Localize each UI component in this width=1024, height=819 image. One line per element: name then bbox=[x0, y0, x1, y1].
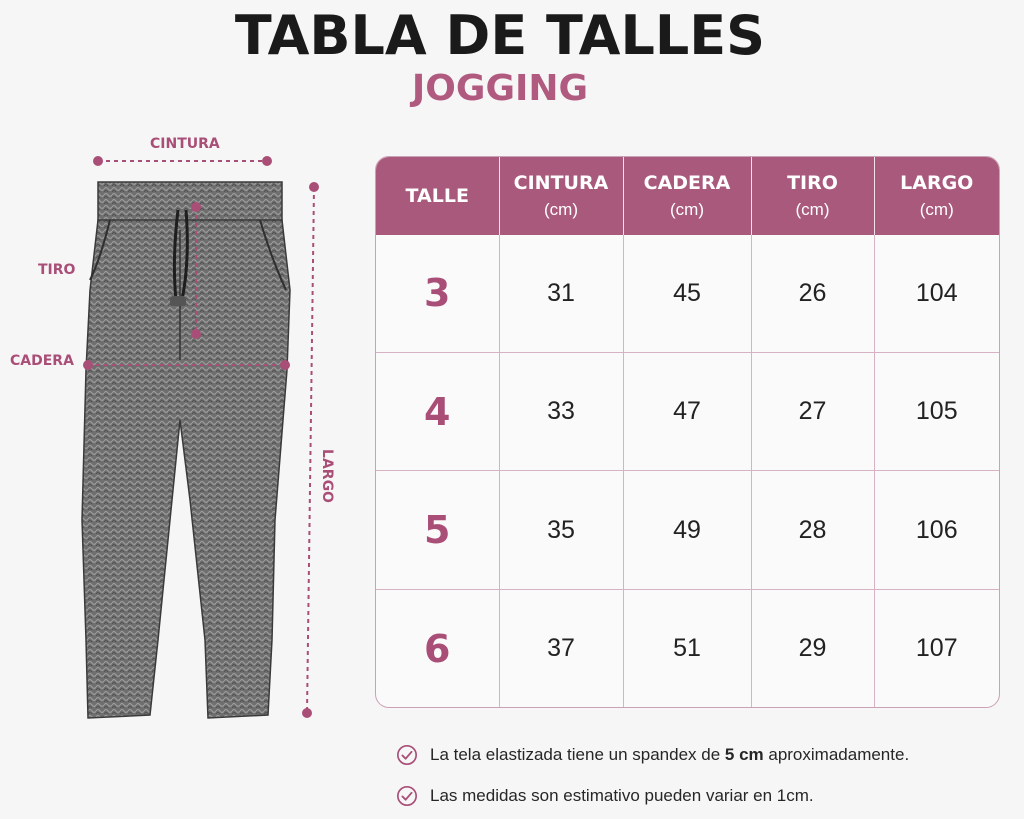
header-cintura: CINTURA (cm) bbox=[499, 157, 623, 235]
label-cadera: CADERA bbox=[10, 353, 74, 369]
cintura-cell: 35 bbox=[499, 471, 623, 590]
cintura-cell: 37 bbox=[499, 590, 623, 707]
notes-list bbox=[396, 734, 1016, 816]
note-text: La tela elastizada tiene un spandex de 5 cm aproximadamente. bbox=[430, 744, 910, 764]
table-row bbox=[376, 590, 999, 707]
table-row bbox=[376, 235, 999, 352]
label-largo: LARGO bbox=[318, 449, 335, 503]
page-subtitle: JOGGING bbox=[411, 68, 589, 109]
largo-cell: 105 bbox=[874, 352, 999, 471]
cadera-cell: 49 bbox=[623, 471, 751, 590]
table-row bbox=[376, 471, 999, 590]
header-tiro: TIRO (cm) bbox=[751, 157, 874, 235]
size-cell: 6 bbox=[376, 590, 499, 707]
check-circle-icon bbox=[396, 744, 418, 766]
size-table bbox=[375, 156, 1000, 708]
pants-illustration bbox=[0, 120, 360, 740]
check-circle-icon bbox=[396, 785, 418, 807]
tiro-cell: 29 bbox=[751, 590, 874, 707]
size-cell: 5 bbox=[376, 471, 499, 590]
page-title: TABLA DE TALLES bbox=[234, 4, 766, 67]
header-talle: TALLE bbox=[376, 157, 499, 235]
size-cell: 3 bbox=[376, 235, 499, 352]
pants-diagram bbox=[0, 120, 360, 740]
label-cintura: CINTURA bbox=[150, 136, 220, 152]
note-variation bbox=[396, 775, 1016, 816]
header-unit: (cm) bbox=[544, 200, 578, 219]
cadera-cell: 45 bbox=[623, 235, 751, 352]
tiro-cell: 28 bbox=[751, 471, 874, 590]
header-unit: (cm) bbox=[670, 200, 704, 219]
table-header-row bbox=[376, 157, 999, 235]
header-largo: LARGO (cm) bbox=[874, 157, 999, 235]
header-unit: (cm) bbox=[919, 200, 954, 219]
tiro-cell: 27 bbox=[751, 352, 874, 471]
header-cadera: CADERA (cm) bbox=[623, 157, 751, 235]
size-cell: 4 bbox=[376, 352, 499, 471]
tiro-cell: 26 bbox=[751, 235, 874, 352]
largo-cell: 107 bbox=[874, 590, 999, 707]
cadera-cell: 51 bbox=[623, 590, 751, 707]
largo-cell: 104 bbox=[915, 278, 958, 307]
cintura-cell: 33 bbox=[499, 352, 623, 471]
cintura-cell: 31 bbox=[499, 235, 623, 352]
table-row bbox=[376, 352, 999, 471]
cadera-cell: 47 bbox=[623, 352, 751, 471]
label-tiro: TIRO bbox=[38, 262, 76, 278]
largo-cell: 106 bbox=[874, 471, 999, 590]
note-text: Las medidas son estimativo pueden variar en 1cm. bbox=[430, 785, 814, 805]
note-spandex bbox=[396, 734, 1016, 775]
header-unit: (cm) bbox=[795, 200, 830, 219]
